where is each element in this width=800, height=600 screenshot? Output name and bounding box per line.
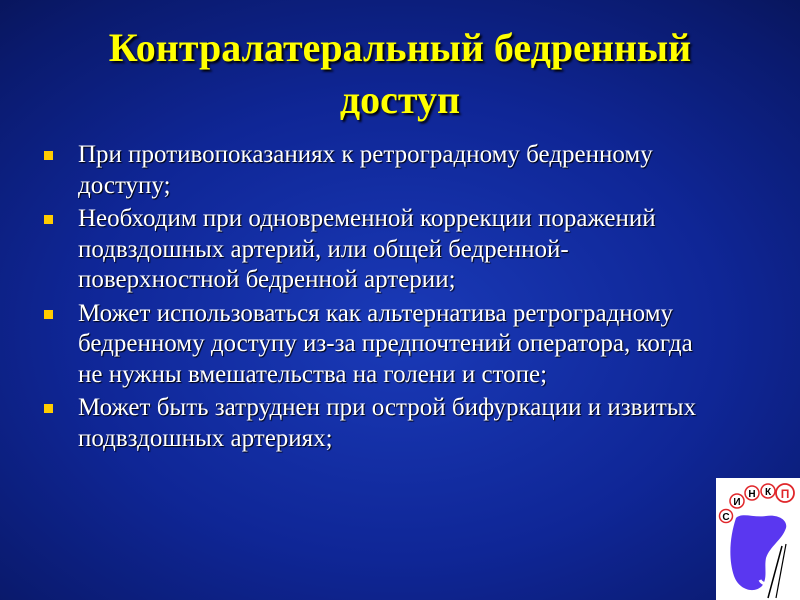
- bullet-item: [40, 393, 710, 454]
- square-bullet-icon: [44, 310, 53, 319]
- foot-shape: [730, 515, 786, 590]
- cane-line: [768, 546, 782, 598]
- square-bullet-icon: [44, 404, 53, 413]
- slide-title-line-2: доступ: [339, 77, 461, 122]
- bullet-text: Может использоваться как альтернатива ретроградному бедренному доступу из-за предпочтений оператора, когда не нужны вмешательства на голени и стопе;: [78, 299, 693, 388]
- logo-letter: И: [733, 497, 741, 508]
- bullet-list: [40, 140, 710, 457]
- bullet-text: Может быть затруднен при острой бифуркации и извитых подвздошных артериях;: [78, 394, 697, 452]
- logo: [716, 478, 800, 600]
- foot-logo-icon: [716, 478, 800, 600]
- logo-letter: К: [764, 487, 772, 498]
- slide-title-line-1: Контралатеральный бедренный: [108, 25, 692, 70]
- bullet-text: Необходим при одновременной коррекции поражений подвздошных артерий, или общей бедренной-поверхностной бедренной артерии;: [78, 205, 656, 293]
- logo-letter: Н: [748, 489, 756, 500]
- square-bullet-icon: [44, 215, 53, 224]
- slide-title: [40, 22, 760, 126]
- square-bullet-icon: [44, 151, 53, 160]
- logo-letter: П: [780, 487, 790, 501]
- bullet-item: [40, 299, 710, 391]
- bullet-item: [40, 140, 710, 201]
- bullet-item: [40, 204, 710, 296]
- bullet-text: При противопоказаниях к ретроградному бедренному доступу;: [78, 141, 653, 199]
- logo-letter: С: [722, 512, 730, 523]
